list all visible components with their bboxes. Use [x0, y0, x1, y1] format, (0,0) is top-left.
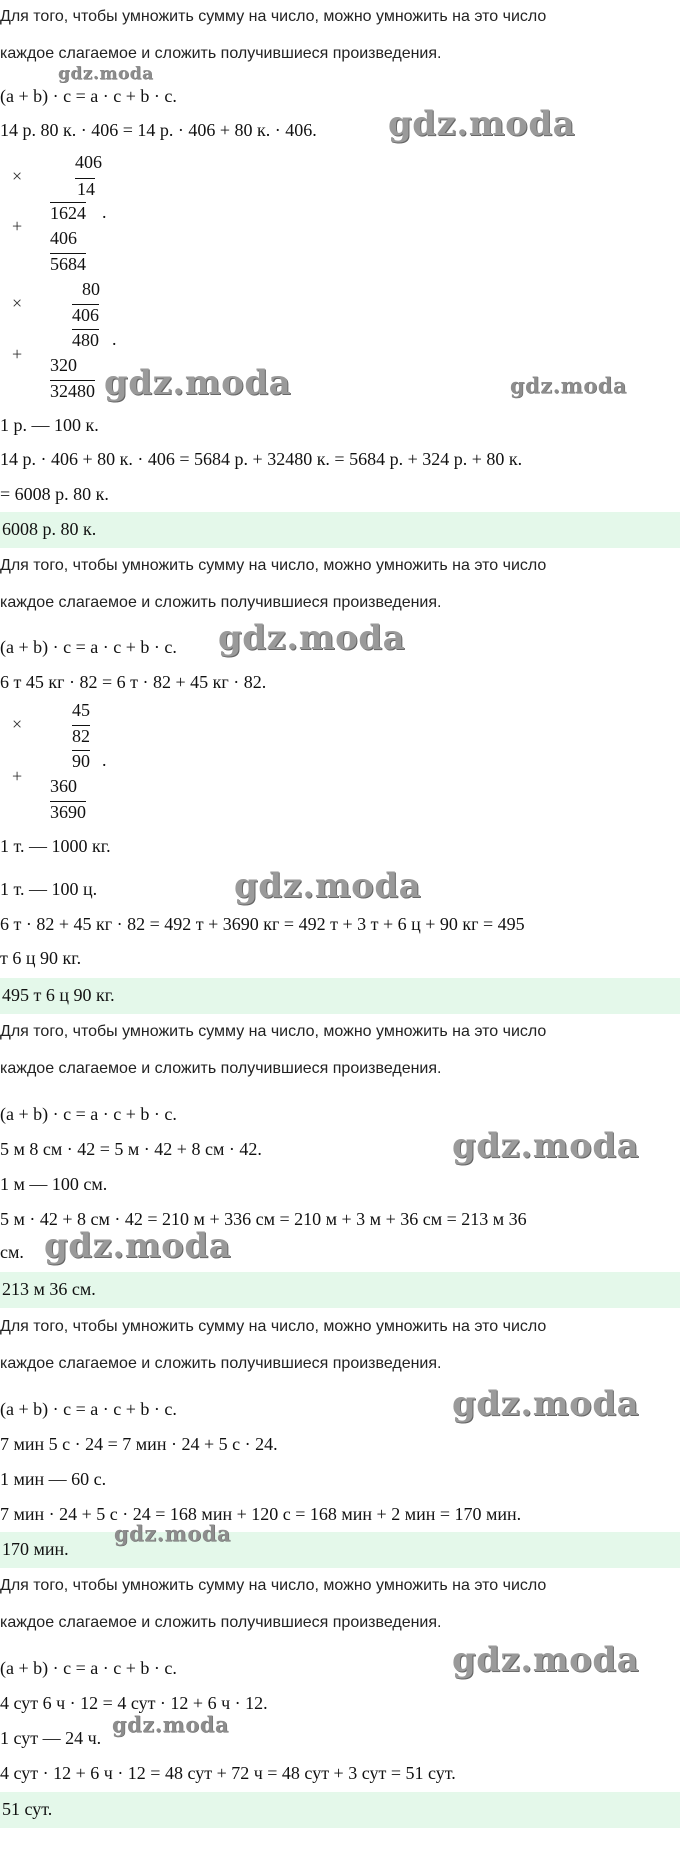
watermark: gdz.moda — [388, 104, 576, 144]
answer-text: 495 т 6 ц 90 кг. — [2, 985, 115, 1005]
plus-sign: + — [12, 344, 23, 364]
answer-bar — [0, 512, 680, 548]
calc-operand: 80 — [82, 279, 100, 299]
formula: (a + b) · c = a · c + b · c. — [0, 86, 177, 106]
calc-partial: 320 — [50, 355, 77, 375]
rule-line-2: каждое слагаемое и сложить получившиеся произведения. — [0, 594, 442, 611]
conversion: 1 мин — 60 с. — [0, 1469, 107, 1489]
plus-sign: + — [12, 766, 23, 786]
task4-expression: 7 мин 5 с · 24 = 7 мин · 24 + 5 с · 24. — [0, 1434, 278, 1454]
watermark: gdz.moda — [218, 618, 406, 658]
answer-text: 51 сут. — [2, 1799, 53, 1819]
calc-partial: 360 — [50, 776, 77, 796]
rule-line-2: каждое слагаемое и сложить получившиеся произведения. — [0, 1060, 442, 1077]
formula: (a + b) · c = a · c + b · c. — [0, 1104, 177, 1124]
calc-dot: . — [102, 750, 107, 770]
calc-dot: . — [112, 329, 117, 349]
calc-line: = 6008 р. 80 к. — [0, 484, 109, 504]
task3-expression: 5 м 8 см · 42 = 5 м · 42 + 8 см · 42. — [0, 1139, 262, 1159]
rule-line-1: Для того, чтобы умножить сумму на число, можно умножить на это число — [0, 1577, 547, 1594]
rule-line-2: каждое слагаемое и сложить получившиеся произведения. — [0, 45, 442, 62]
calc-partial: 1624 — [50, 203, 86, 223]
rule-line-1: Для того, чтобы умножить сумму на число, можно умножить на это число — [0, 557, 547, 574]
conversion: 1 р. — 100 к. — [0, 415, 99, 435]
watermark: gdz.moda — [58, 64, 154, 84]
watermark: gdz.moda — [510, 373, 628, 398]
answer-bar — [0, 1532, 680, 1568]
rule-line-1: Для того, чтобы умножить сумму на число, можно умножить на это число — [0, 1023, 547, 1040]
task5-expression: 4 сут 6 ч · 12 = 4 сут · 12 + 6 ч · 12. — [0, 1693, 268, 1713]
task1-expression: 14 р. 80 к. · 406 = 14 р. · 406 + 80 к. · 406. — [0, 120, 317, 140]
rule-line-2: каждое слагаемое и сложить получившиеся произведения. — [0, 1355, 442, 1372]
calc-operand: 406 — [75, 152, 102, 172]
watermark: gdz.moda — [114, 1521, 232, 1546]
answer-text: 213 м 36 см. — [2, 1279, 96, 1299]
answer-bar — [0, 978, 680, 1014]
multiply-sign: × — [12, 714, 23, 734]
calc-partial: 480 — [72, 330, 99, 350]
formula: (a + b) · c = a · c + b · c. — [0, 1399, 177, 1419]
calc-line: 6 т · 82 + 45 кг · 82 = 492 т + 3690 кг = 492 т + 3 т + 6 ц + 90 кг = 495 — [0, 914, 525, 934]
calc-operand: 45 — [72, 700, 90, 720]
calc-partial: 406 — [50, 228, 77, 248]
answer-text: 6008 р. 80 к. — [2, 519, 97, 539]
watermark: gdz.moda — [452, 1126, 640, 1166]
conversion: 1 т. — 100 ц. — [0, 879, 98, 899]
answer-text: 170 мин. — [2, 1539, 69, 1559]
watermark: gdz.moda — [44, 1226, 232, 1266]
multiply-sign: × — [12, 166, 23, 186]
multiply-sign: × — [12, 293, 23, 313]
rule-line-1: Для того, чтобы умножить сумму на число, можно умножить на это число — [0, 8, 547, 25]
conversion: 1 м — 100 см. — [0, 1174, 108, 1194]
watermark: gdz.moda — [452, 1640, 640, 1680]
calc-line: т 6 ц 90 кг. — [0, 948, 82, 968]
calc-line: 14 р. · 406 + 80 к. · 406 = 5684 р. + 32480 к. = 5684 р. + 324 р. + 80 к. — [0, 449, 523, 469]
watermark: gdz.moda — [234, 866, 422, 906]
watermark: gdz.moda — [452, 1384, 640, 1424]
calc-result: 32480 — [50, 381, 95, 401]
calc-line: 4 сут · 12 + 6 ч · 12 = 48 сут + 72 ч = 48 сут + 3 сут = 51 сут. — [0, 1763, 456, 1783]
calc-line: см. — [0, 1242, 24, 1262]
calc-line: 5 м · 42 + 8 см · 42 = 210 м + 336 см = 210 м + 3 м + 36 см = 213 м 36 — [0, 1209, 527, 1229]
calc-dot: . — [102, 202, 107, 222]
plus-sign: + — [12, 216, 23, 236]
conversion: 1 сут — 24 ч. — [0, 1728, 102, 1748]
rule-line-2: каждое слагаемое и сложить получившиеся произведения. — [0, 1614, 442, 1631]
calc-partial: 90 — [72, 751, 90, 771]
answer-bar — [0, 1272, 680, 1308]
calc-line: 7 мин · 24 + 5 с · 24 = 168 мин + 120 с = 168 мин + 2 мин = 170 мин. — [0, 1504, 522, 1524]
watermark: gdz.moda — [104, 363, 292, 403]
formula: (a + b) · c = a · c + b · c. — [0, 1658, 177, 1678]
rule-line-1: Для того, чтобы умножить сумму на число, можно умножить на это число — [0, 1318, 547, 1335]
task2-expression: 6 т 45 кг · 82 = 6 т · 82 + 45 кг · 82. — [0, 672, 267, 692]
calc-operand: 406 — [72, 305, 99, 325]
calc-result: 3690 — [50, 802, 86, 822]
formula: (a + b) · c = a · c + b · c. — [0, 637, 177, 657]
calc-result: 5684 — [50, 254, 86, 274]
answer-bar — [0, 1792, 680, 1828]
conversion: 1 т. — 1000 кг. — [0, 836, 111, 856]
watermark: gdz.moda — [112, 1712, 230, 1737]
calc-operand: 82 — [72, 726, 90, 746]
calc-operand: 14 — [77, 179, 95, 199]
